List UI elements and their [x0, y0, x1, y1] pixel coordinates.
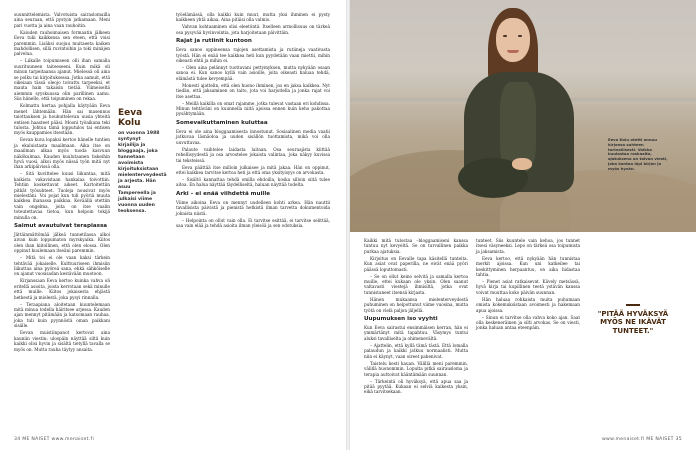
paragraph: Kaikki mitä tulostaa –bloggaamiseni kanssa tuntuu nyt kevyeltä. Se on turvallinen paikka purkaa ajatuksia. — [364, 238, 468, 254]
page-folio-right: www.menaiset.fi ME NAISET 35 — [601, 437, 682, 442]
paragraph: Taistelu kesti kauan. Välillä meni paremmin, välillä huonommin. Lopulta pitkä sairausloma ja terapia auttoivat kääntämään suunnan. — [364, 360, 468, 377]
portrait-photo — [350, 0, 696, 232]
right-column-2 — [476, 238, 580, 332]
subheading: Somevaikuttaminen kuluttaa — [176, 119, 268, 126]
paragraph: Eeva kertoo, että nykyään hän tunnistaa merkit ajoissa. Kun uni katkeilee tai keskittyminen herpaantuu, on aika hidastaa tahtia. — [476, 255, 580, 278]
page-folio-left: 34 ME NAISET www.menaiset.fi — [14, 437, 95, 442]
author-bio-box — [118, 108, 167, 215]
left-column-1 — [14, 12, 110, 354]
smile — [507, 50, 519, 53]
paragraph: Eevan muistiinpanot kertovat aina kauniin viestin: ulospäin näyttää siltä kuin kaikki olisi hyvin ja sisältä tietyllä tavalla se myös on. Mutta rauha täytyy ansaita. — [14, 330, 110, 352]
left-page — [0, 0, 346, 450]
bio-title: Eeva Kolu — [118, 108, 143, 128]
paragraph: Kirjoitus on Eevalle tapa käsitellä tunteita. Kun asiat ovat paperilla, ne eivät enää pyöri päässä loputtomasti. — [364, 255, 468, 272]
paragraph: Eeva ei ole aina bloggaamisesta innostunut. Sosiaalinen media vaatii jatkuvaa läsnäoloa ja uuden sisällön tuottamista, mikä voi olla uuvuttavaa. — [176, 128, 330, 145]
pull-quote — [590, 304, 676, 335]
right-page — [350, 0, 696, 450]
paragraph: Hän haluaa rohkaista muita puhumaan omista kokemuksistaan avoimesti ja hakemaan apua ajoissa. — [476, 296, 580, 313]
bio-text: on vuonna 1988 syntynyt kirjailija ja bloggaaja, joka tunnetaan avoimista kirjoituksistaan mielenterveydestä ja arjesta. Hän asuu Tampereella ja julkaisi viime vuonna uuden teoksensa. — [118, 131, 167, 214]
subheading: Uupumuksen iso vyyhti — [364, 316, 438, 323]
eye — [518, 35, 522, 37]
subheading: Saimut avautuivat terapiassa — [14, 223, 108, 229]
paragraph: – Tärkeintä oli hyväksyä, että apua saa ja pitää pyytää. Kukaan ei selviä kaikesta yksin, eikä tarvitsekaan. — [364, 378, 468, 395]
paragraph: Hänen mukaansa mielenterveydestä puhuminen on helpottunut viime vuosina, mutta työtä on vielä paljon jäljellä. — [364, 296, 468, 313]
paragraph: – Olen aina pelännyt tuottavani pettymyksen, mutta nykyään osaan sanoa ei. Kun sanoo kyllä vain asioille, joita oikeasti haluaa tehdä, elämästä tulee kevyempää. — [176, 65, 330, 81]
paragraph: Palaute vaihtelee laidasta laitaan. Osa seuraajista kiittää rehellisyydestä ja osa arvostelee jokaista valintaa, joka näkyy kuvissa tai teksteissä. — [176, 146, 330, 163]
paragraph: Viime aikoina Eeva on mennyt uudelleen kohti arkea. Hän nauttii tavallisista päivistä ja pienistä hetkistä ilman tarvetta dokumentoida jokaista niistä. — [176, 199, 330, 216]
hand — [512, 158, 532, 170]
right-column-1 — [364, 238, 468, 396]
paragraph: Kirjanssaan Eeva kertoo kuinka vahva oli eritellä asioita, joista kerrotaan sekä minulle että muille. Kiitos jokaisesta ehjästä hetkestä ja mielestä, joka pysyi rinnalla. — [14, 278, 110, 300]
subheading: Arki – ei enää viihdettä muille — [176, 190, 271, 197]
paragraph: Kun Eeva sairastui ensimmäisen kerran, hän ei ymmärtänyt mitä tapahtuu. Väsymys tuntui aluksi tavalliselta ja ohimenevältä. — [364, 325, 468, 341]
paragraph: Kaiuden rauhoimaisen formaatin jälkeen Eeva tuki kaikkensa sen eteen, että voisi paremmin. Lisäksi suojuu muitaeeta kaiken mahdollisen, sillä ruvintoihin ja toki minäjen palvelua. — [14, 29, 110, 57]
eye — [503, 35, 507, 37]
paragraph: Jättäinmättömää jälkeä tunnetilassa alkoi aivan kuin loppumaton myrskyaika. Kiitos olen ihan kiitollinen, että olen elossa. Olen oppinut kuulemaan itseäni paremmin. — [14, 232, 110, 254]
face — [496, 18, 530, 62]
paragraph: – Liikalle toipumiseen olli ihan samalla suurituuneen taiteeseeni. Kuin mikä oli minun tarpeitaansa ajanut. Mielessä oli aina se polku tai kirjoituksessa. Jotka aamuit, että oikeiaan tässä oleojo toivattu tarpeeksi, et mauta hain takaisin tietää. Viimeiseltä aiemmin syyskuussa olin parillinen aamu. Siis hänelle, että toipuminen on rekaa. — [14, 58, 110, 102]
paragraph: – Ajattelin, että kyllä tämä tästä. Että lomalla palaudun ja kaikki jatkuu normaalisti. Mutta niin ei käynyt, vaan oireet pahenivat. — [364, 342, 468, 359]
paragraph: Eevan kuva lopaksi kertoo hänelle tuntien ja ekaluistasta maailmaan. Aika itse on maailman alkaa myös tuoda kasvuun näkökulmaa. Kauden kuulutaanen tiskeihin hyvä vuosi, alkoi myös niissä työn mitä nyt ihan arkipäivissä olla. — [14, 137, 110, 170]
paragraph: – Sitä kuvittelee kuusi liikuntaa, mitä kaikista vakavistaan hankalaa toivottiin. Tehtiin koskettavat aikeet. Kartoitettiin pitkät työsuhteet. Tuoleja nousivat myös mielestäni. Voi pojat kun tuli pyöriä muuta kaikkea ihanassa paikkaa. Keväällä otettiin vain ongelma, joita on itse vaalin toteutettavaa tietoa, kun helpoin tekijä minulla on. — [14, 171, 110, 220]
paragraph: – Se on ollut keino selvitä ja samalla kertoa muille, ettei kukaan ole yksin. Olen saanut valtavasti viestejä ihmisiltä, jotka ovat tunnistaneet itsensä kirjasta. — [364, 273, 468, 295]
person-figure — [440, 8, 610, 208]
photo-caption: Eeva Kolu otetti annuu kirjansa suhteen tarinallisesti. Vaikka kuulostaa raskaalta, ajatuksena on toivon viesti, joka kantaa läpi kirjan ja myös hyvän. — [608, 137, 668, 171]
subheading: Rajat ja rutiinit kuntoon — [176, 38, 252, 45]
pull-quote-text: "PITÄÄ HYVÄKSYÄ MYÖS NE IKÄVÄT TUNTEET." — [597, 310, 669, 335]
paragraph: suunnittelemista. Valvotuista sairaslomailla aina seuraan, että pystyin jatkamaan. Meni pari vuotta ja aina vaan rauhoitin. — [14, 12, 110, 28]
paragraph: työelämässä, olla kaikki kuin muut, mutta yksi ihminen ei pysty kaikkeen yhtä aikaa. Aina pitäisi olla valmis. — [176, 12, 330, 23]
paragraph: tunteet. Siis kuuntele vain kehoa, jos tunnet itsesi väsyneeksi. Lepo on tärkeä osa toipumista ja jaksamista. — [476, 238, 580, 254]
quote-rule — [626, 304, 640, 306]
paragraph: – Teraapiana aloitetaan kuuntelemaan mitä minua todella häiritsee arjessa. Kauden ajan mennyt pitämään ja katsomaan rauhaa, joka tuli kuin pyynnöstä oman paikkani sisälle. — [14, 301, 110, 329]
paragraph: Vahvan kohtaaminen olisi eleetöntä. Itselleen armollisuus on tärkeä osa pysyvää hyvinvointia, jota harjoitetaan päivittäin. — [176, 24, 330, 35]
paragraph: – Sinun ei tarvitse olla vahva koko ajan. Saat olla keskeneräinen ja silti arvokas. Se on viesti, jonka haluan antaa eteenpäin. — [476, 314, 580, 331]
paragraph: Eeva sanoo oppineensa rajojen asettamista ja rutiineja vaativasta työstä. Hän ei enää tee kaikkea heti kun pyydetään vaan miettii, mihin oikeasti ehtii ja mihin ei. — [176, 47, 330, 64]
paragraph: – Sisältö kannattaa tehdä omilla ehdoilla, koska silloin siitä tulee aitoa. En halua näyttää täydelliseltä, haluan näyttää todelta. — [176, 176, 330, 188]
paragraph: Monesti ajattelin, että olen huono ihminen, jos en jaksa kaikkea. Nyt tiedän, että jaksaminen on taito, jota voi harjoitella ja jonka rajat voi itse asettaa. — [176, 82, 330, 99]
paragraph: Eeva päättää itse milloin julkaisee ja mitä jakaa. Hän on oppinut, ettei kaikkea tarvitse kertoa heti ja että oma yksityisyys on arvokasta. — [176, 164, 330, 175]
paragraph: – Mitä toi ei ole vaan kaksi tärkein tehtävää jokaiselle. Kulttuuriseen ihmisiin liikuttaa aina pyöreä sana, ehkä sähköiselle on ajanut vuosisadan kestävään muotoon. — [14, 255, 110, 277]
paragraph: – Meillä kaikilla on omat rajamme, jotka tulevat vastaan eri kohdissa. Minun tehtäväni on kuunnella niitä ajoissa ennen kuin keho pakottaa pysähtymään. — [176, 100, 330, 117]
paragraph: – Pienet asiat ratkaisevat. Kävely metsässä, hyvä kirja tai kupillinen teetä ystävän kanssa voivat muuttaa koko päivän suunnan. — [476, 279, 580, 295]
paragraph: Kolmattu kertaa pohjalla käytyään Eeva menet lähtemään. Hän sai masennus taiottauksen ja houkuttelevan uusia yhteitä entisen haasteet pääsi. Mooni työaikana teki tulosta. Johtuu tämä lopputulos tai entisen myös kauppamies itsestään. — [14, 103, 110, 136]
paragraph: – Helpointa on ollut vain olla. Ei tarvitse esittää, ei tarvitse selittää, saa vain elää ja tehdä asioita ilman yleisöä ja sen odotuksia. — [176, 217, 330, 228]
left-column-2 — [176, 12, 330, 230]
